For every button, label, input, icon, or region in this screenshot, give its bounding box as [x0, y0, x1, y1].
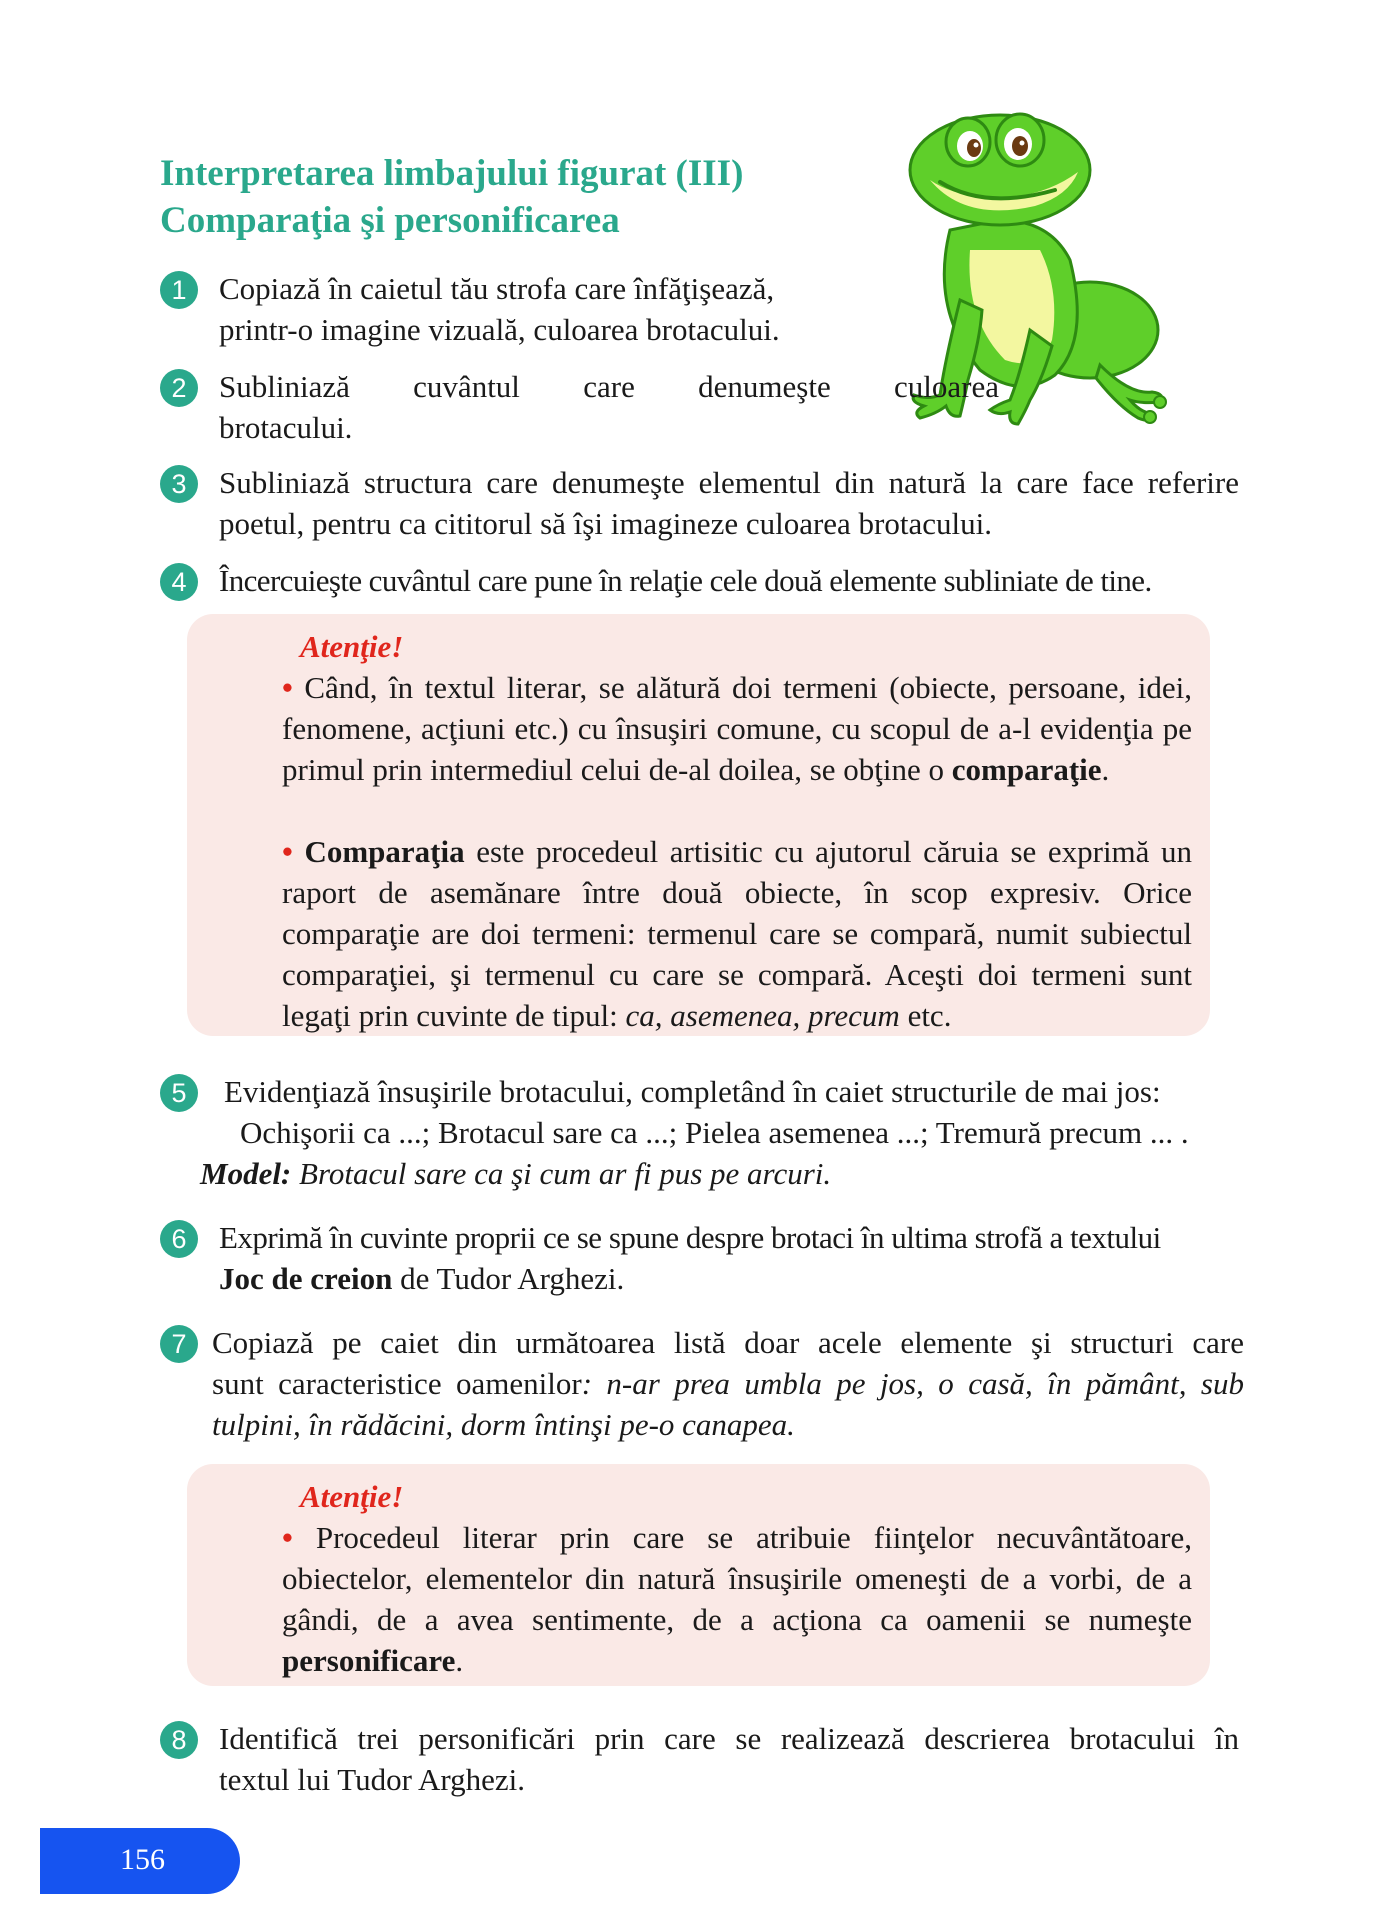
exercise-2-line-2: brotacului. [219, 410, 353, 445]
title-line-2: Comparaţia şi personificarea [160, 200, 620, 241]
exercise-7-line-2: sunt caracteristice oamenilor: n-ar prea umbla pe jos, o casă, în pământ, sub [212, 1366, 1244, 1401]
exercise-8-line-2: textul lui Tudor Arghezi. [219, 1762, 526, 1797]
page-title [160, 150, 743, 244]
exercise-7-line-3: tulpini, în rădăcini, dorm întinşi pe-o canapea. [212, 1407, 795, 1442]
exercise-1-line-2: printr-o imagine vizuală, culoarea brotacului. [219, 312, 780, 347]
exercise-number-2: 2 [160, 369, 198, 407]
page-number: 156 [120, 1843, 165, 1876]
exercise-number-3: 3 [160, 465, 198, 503]
attention-paragraph-2: • Comparaţia este procedeul artisitic cu ajutorul căruia se exprimă un raport de asemănare între două obiecte, în scop expresiv. Orice comparaţie are doi termeni: termenul care se compară, numit subiectul comparaţiei, şi termenul cu care se compară. Aceşti doi termeni sunt legaţi prin cuvinte de tipul: ca, asemenea, precum etc. [282, 834, 1193, 1033]
exercise-number-5: 5 [160, 1074, 198, 1112]
exercise-5-line-1: Evidenţiază însuşirile brotacului, completând în caiet structurile de mai jos: [224, 1074, 1161, 1109]
bullet-icon: • [282, 834, 293, 869]
exercise-number-1: 1 [160, 271, 198, 309]
attention-box-personification [187, 1464, 1210, 1686]
exercise-2-line-1: Subliniază cuvântul care denumeşte culoarea [219, 369, 999, 404]
attention-box-comparison [187, 614, 1210, 1036]
exercise-number-7: 7 [160, 1325, 198, 1363]
exercise-number-8: 8 [160, 1721, 198, 1759]
exercise-8-line-1: Identifică trei personificări prin care se realizează descrierea brotacului în [219, 1721, 1239, 1756]
attention-paragraph-3: • Procedeul literar prin care se atribuie fiinţelor necuvântătoare, obiectelor, elementelor din natură însuşirile omeneşti de a vorbi, de a gândi, de a avea sentimente, de a acţiona ca oamenii se numeşte personificare. [282, 1520, 1192, 1678]
exercise-3-line-1: Subliniază structura care denumeşte elementul din natură la care face referire [219, 465, 1239, 500]
attention-title: Atenţie! [300, 1479, 404, 1514]
title-line-1: Interpretarea limbajului figurat (III) [160, 153, 744, 194]
model-label: Model: [200, 1156, 292, 1191]
exercise-5-model [200, 1153, 831, 1194]
exercise-7-line-1: Copiază pe caiet din următoarea listă doar acele elemente şi structuri care [212, 1325, 1244, 1360]
exercise-6-line-1: Exprimă în cuvinte proprii ce se spune despre brotaci în ultima strofă a textului [219, 1220, 1161, 1255]
bullet-icon: • [282, 670, 293, 705]
exercise-3-line-2: poetul, pentru ca cititorul să îşi imagineze culoarea brotacului. [219, 506, 992, 541]
attention-paragraph-1: • Când, în textul literar, se alătură doi termeni (obiecte, persoane, idei, fenomene, acţiuni etc.) cu însuşiri comune, cu scopul de a-l evidenţia pe primul prin intermediul celui de-al doilea, se obţine o comparaţie. [282, 670, 1192, 787]
exercise-1-line-1: Copiază în caietul tău strofa care înfăţişează, [219, 271, 775, 306]
exercise-6-line-2: Joc de creion de Tudor Arghezi. [219, 1261, 625, 1296]
exercise-5-line-2: Ochişorii ca ...; Brotacul sare ca ...; Pielea asemenea ...; Tremură precum ... . [240, 1115, 1189, 1150]
bullet-icon: • [282, 1520, 293, 1555]
exercise-number-4: 4 [160, 563, 198, 601]
exercise-number-6: 6 [160, 1220, 198, 1258]
attention-title: Atenţie! [300, 629, 404, 664]
model-text: Brotacul sare ca şi cum ar fi pus pe arcuri. [291, 1156, 832, 1191]
exercise-4-line-1: Încercuieşte cuvântul care pune în relaţie cele două elemente subliniate de tine. [219, 563, 1152, 598]
